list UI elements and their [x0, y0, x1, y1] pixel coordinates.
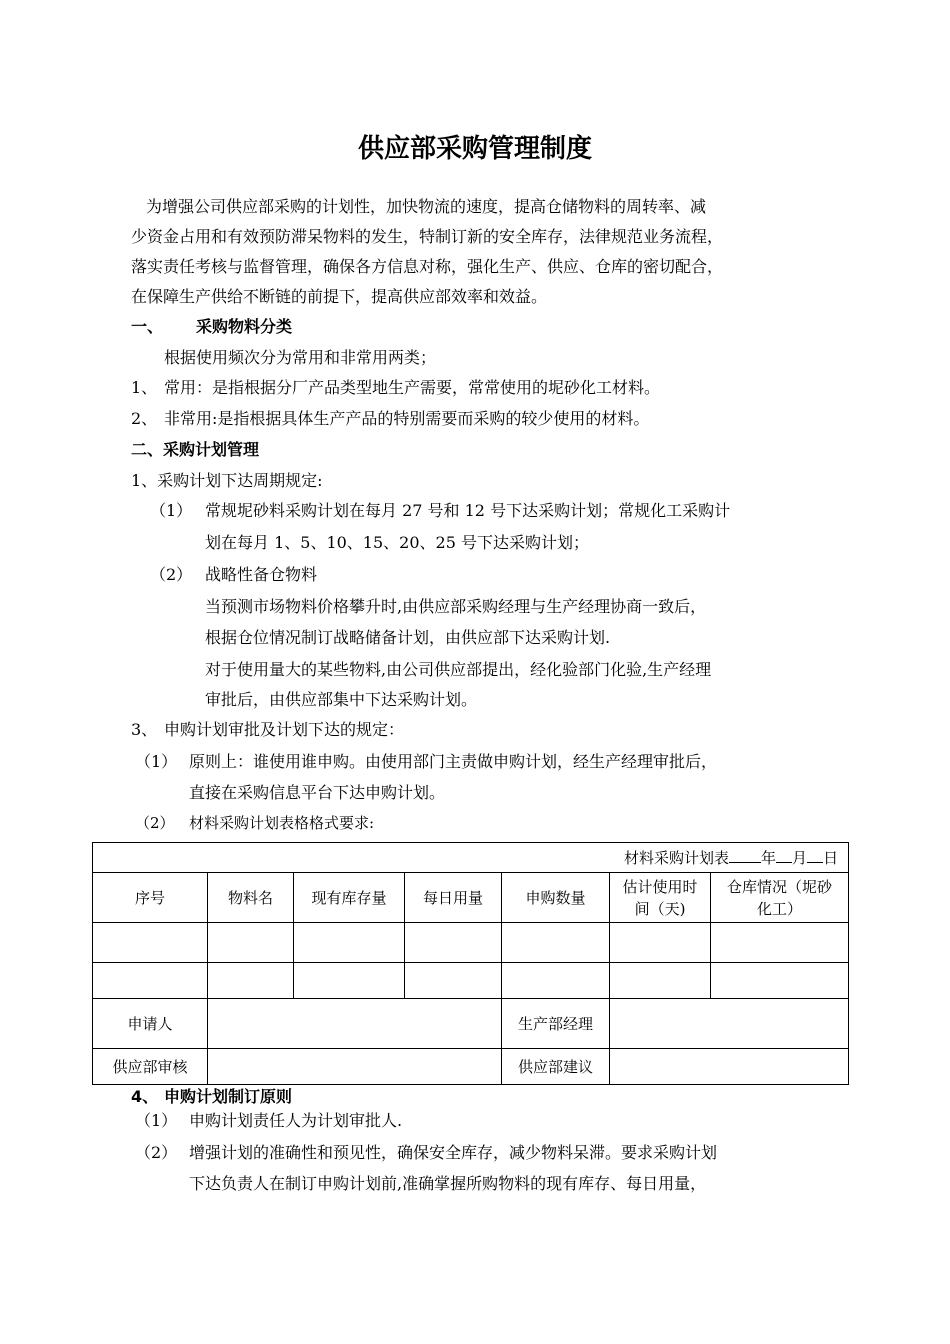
- page-title: 供应部采购管理制度: [357, 134, 592, 164]
- table-cell[interactable]: [208, 923, 294, 963]
- applicant-value[interactable]: [208, 999, 502, 1049]
- section-2-q1-line-1: 原则上：谁使用谁申购。由使用部门主责做申购计划，经生产经理审批后，: [189, 752, 718, 771]
- section-4-r1-number: （1）: [135, 1111, 178, 1130]
- section-1-para: 根据使用频次分为常用和非常用两类；: [164, 348, 437, 367]
- col-header-daily-use: 每日用量: [405, 873, 502, 923]
- month-label: 月: [792, 849, 808, 867]
- intro-line-4: 在保障生产供给不断链的前提下，提高供应部效率和效益。: [131, 287, 548, 306]
- table-cell[interactable]: [502, 923, 610, 963]
- table-cell[interactable]: [711, 963, 849, 999]
- table-row: [93, 923, 849, 963]
- section-1-item-1-number: 1、: [131, 378, 158, 397]
- section-2-p1-number: （1）: [150, 501, 193, 520]
- section-1-item-2-number: 2、: [131, 409, 158, 428]
- intro-line-3: 落实责任考核与监督管理，确保各方信息对称，强化生产、供应、仓库的密切配合，: [131, 257, 724, 276]
- approval-row-1: [93, 999, 849, 1049]
- table-caption: 材料采购计划表: [624, 849, 730, 867]
- prod-manager-value[interactable]: [610, 999, 849, 1049]
- table-cell[interactable]: [405, 963, 502, 999]
- supply-review-value[interactable]: [208, 1049, 502, 1085]
- section-2-p2-number: （2）: [150, 565, 193, 584]
- table-cell[interactable]: [93, 923, 208, 963]
- day-label: 日: [823, 849, 839, 867]
- section-2-q1-number: （1）: [135, 752, 178, 771]
- applicant-label: 申请人: [93, 999, 208, 1049]
- table-cell[interactable]: [610, 923, 711, 963]
- section-1-item-1: 常用：是指根据分厂产品类型地生产需要，常常使用的坭砂化工材料。: [164, 378, 661, 397]
- table-cell[interactable]: [294, 923, 405, 963]
- table-cell[interactable]: [610, 963, 711, 999]
- section-2-q1-line-2: 直接在采购信息平台下达申购计划。: [189, 783, 446, 802]
- section-2-sub-3: 申购计划审批及计划下达的规定：: [164, 720, 405, 739]
- supply-suggest-value[interactable]: [610, 1049, 849, 1085]
- section-4-number: 4、: [131, 1087, 159, 1106]
- day-blank: [807, 846, 823, 863]
- section-2-q2-number: （2）: [135, 814, 175, 832]
- section-2-p2-line-4: 审批后，由供应部集中下达采购计划。: [205, 690, 478, 709]
- col-header-material: 物料名: [208, 873, 294, 923]
- section-4-heading: 申购计划制订原则: [164, 1087, 293, 1106]
- table-cell[interactable]: [294, 963, 405, 999]
- section-4-r2-line-1: 增强计划的准确性和预见性，确保安全库存，减少物料呆滞。要求采购计划: [189, 1143, 718, 1162]
- section-2-p2-line-3: 对于使用量大的某些物料,由公司供应部提出，经化验部门化验,生产经理: [205, 660, 712, 679]
- section-2-sub-3-number: 3、: [131, 720, 158, 739]
- table-row: [93, 963, 849, 999]
- table-header-row: [93, 873, 849, 923]
- section-1-item-2: 非常用:是指根据具体生产产品的特别需要而采购的较少使用的材料。: [164, 409, 650, 428]
- table-caption-cell: [93, 843, 849, 873]
- section-4-r1: 申购计划责任人为计划审批人.: [189, 1111, 403, 1130]
- col-header-index: 序号: [93, 873, 208, 923]
- section-2-p1-line-1: 常规坭砂料采购计划在每月 27 号和 12 号下达采购计划；常规化工采购计: [205, 501, 731, 520]
- col-header-stock: 现有库存量: [294, 873, 405, 923]
- col-header-est-days: 估计使用时间（天): [610, 873, 711, 923]
- section-1-heading: 采购物料分类: [196, 317, 293, 336]
- col-header-request-qty: 申购数量: [502, 873, 610, 923]
- section-1-number: 一、: [131, 317, 164, 336]
- table-cell[interactable]: [208, 963, 294, 999]
- month-blank: [776, 846, 792, 863]
- table-cell[interactable]: [405, 923, 502, 963]
- section-2-sub-1: 1、采购计划下达周期规定:: [131, 471, 323, 490]
- supply-review-label: 供应部审核: [93, 1049, 208, 1085]
- intro-line-1: 为增强公司供应部采购的计划性，加快物流的速度，提高仓储物料的周转率、减: [146, 197, 707, 216]
- section-4-r2-number: （2）: [135, 1143, 178, 1162]
- section-2-heading: 二、采购计划管理: [131, 440, 260, 459]
- prod-manager-label: 生产部经理: [502, 999, 610, 1049]
- section-2-p1-line-2: 划在每月 1、5、10、15、20、25 号下达采购计划；: [205, 533, 589, 552]
- year-blank: [729, 846, 761, 863]
- table-cell[interactable]: [502, 963, 610, 999]
- table-cell[interactable]: [93, 963, 208, 999]
- section-2-p2-line-2: 根据仓位情况制订战略储备计划，由供应部下达采购计划.: [205, 628, 611, 647]
- intro-line-2: 少资金占用和有效预防滞呆物料的发生，特制订新的安全库存，法律规范业务流程，: [131, 227, 724, 246]
- year-label: 年: [761, 849, 777, 867]
- section-2-q2: 材料采购计划表格格式要求:: [189, 814, 375, 832]
- section-2-p2-title: 战略性备仓物料: [205, 565, 318, 584]
- table-cell[interactable]: [711, 923, 849, 963]
- approval-row-2: [93, 1049, 849, 1085]
- section-4-r2-line-2: 下达负责人在制订申购计划前,准确掌握所购物料的现有库存、每日用量，: [189, 1174, 707, 1193]
- purchase-plan-table: [92, 842, 849, 1085]
- supply-suggest-label: 供应部建议: [502, 1049, 610, 1085]
- col-header-warehouse: 仓库情况（坭砂化工）: [711, 873, 849, 923]
- section-2-p2-line-1: 当预测市场物料价格攀升时,由供应部采购经理与生产经理协商一致后，: [205, 597, 707, 616]
